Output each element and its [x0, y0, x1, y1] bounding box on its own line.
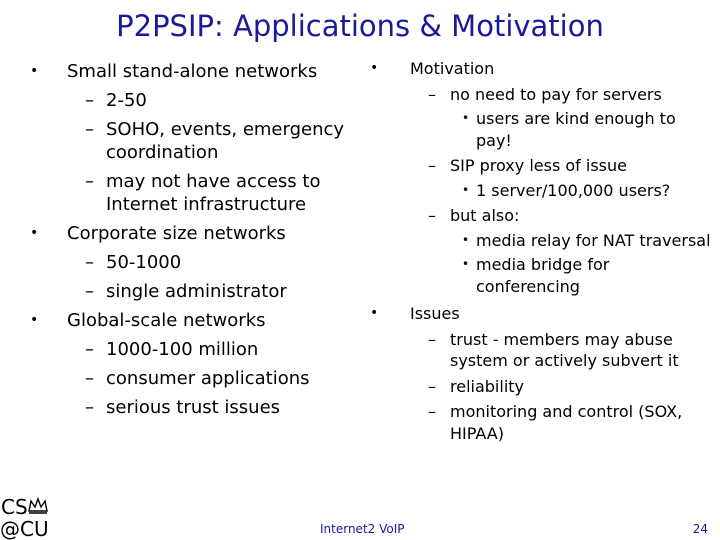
- sub-sub-item-text: users are kind enough to pay!: [476, 109, 676, 150]
- page-number: 24: [692, 522, 708, 536]
- left-column: [30, 60, 360, 419]
- sub-item: [370, 401, 715, 444]
- sub-item: [370, 205, 715, 227]
- list-item-motivation: [370, 58, 715, 80]
- sub-item-text: 50-1000: [106, 252, 182, 273]
- right-column: [370, 58, 715, 444]
- sub-sub-item: [370, 230, 715, 252]
- bullet-marker: •: [462, 257, 470, 271]
- sub-item: [30, 118, 360, 164]
- sub-item: [370, 155, 715, 177]
- sub-item-text: consumer applications: [106, 368, 310, 389]
- crown-icon: [29, 499, 47, 513]
- dash-marker: –: [85, 119, 94, 140]
- bullet-marker: •: [370, 60, 379, 76]
- sub-sub-item: [370, 254, 715, 297]
- sub-item: [30, 251, 360, 274]
- sub-item-text: but also:: [450, 206, 520, 225]
- sub-item-text: single administrator: [106, 281, 287, 302]
- dash-marker: –: [428, 156, 436, 175]
- sub-sub-item: [370, 108, 715, 151]
- dash-marker: –: [428, 376, 436, 396]
- sub-item: [30, 367, 360, 390]
- sub-item: [370, 84, 715, 106]
- sub-item-text: may not have access to Internet infrastructure: [106, 171, 321, 215]
- slide-title: P2PSIP: Applications & Motivation: [116, 9, 604, 43]
- list-item-text: Corporate size networks: [67, 223, 286, 244]
- sub-item-text: 1000-100 million: [106, 339, 259, 360]
- list-item-small-networks: [30, 60, 360, 83]
- bullet-marker: •: [30, 312, 39, 328]
- dash-marker: –: [85, 281, 94, 302]
- sub-item-text: 2-50: [106, 90, 147, 111]
- list-item-issues: [370, 303, 715, 325]
- list-item-global-networks: [30, 309, 360, 332]
- dash-marker: –: [428, 402, 436, 421]
- bullet-marker: •: [462, 111, 470, 125]
- dash-marker: –: [85, 339, 94, 360]
- dash-marker: –: [85, 397, 94, 418]
- sub-item-text: SIP proxy less of issue: [450, 156, 627, 175]
- bullet-marker: •: [462, 232, 470, 247]
- sub-item: [30, 170, 360, 216]
- logo-cs-text: CS: [1, 495, 28, 519]
- dash-marker: –: [85, 252, 94, 273]
- sub-item: [370, 329, 715, 372]
- dash-marker: –: [85, 90, 94, 111]
- sub-item-text: trust - members may abuse system or actively subvert it: [450, 329, 679, 370]
- list-item-corporate-networks: [30, 222, 360, 245]
- dash-marker: –: [85, 368, 94, 389]
- bullet-marker: •: [30, 63, 39, 79]
- cs-cu-logo: [0, 492, 50, 540]
- sub-sub-item-text: media bridge for conferencing: [476, 255, 610, 296]
- list-item-text: Motivation: [410, 59, 495, 78]
- bullet-marker: •: [30, 225, 39, 241]
- dash-marker: –: [428, 84, 436, 104]
- sub-item-text: SOHO, events, emergency coordination: [106, 119, 345, 163]
- sub-sub-item-text: 1 server/100,000 users?: [476, 180, 671, 200]
- sub-sub-item: [370, 180, 715, 202]
- sub-item: [30, 280, 360, 303]
- sub-item: [30, 338, 360, 361]
- dash-marker: –: [428, 329, 436, 349]
- bullet-marker: •: [462, 182, 470, 197]
- sub-item-text: monitoring and control (SOX, HIPAA): [450, 402, 683, 443]
- sub-item: [30, 396, 360, 419]
- list-item-text: Small stand-alone networks: [67, 61, 318, 82]
- bullet-marker: •: [370, 305, 379, 321]
- footer-text: Internet2 VoIP: [320, 522, 405, 536]
- list-item-text: Global-scale networks: [67, 310, 266, 331]
- sub-item: [370, 376, 715, 398]
- dash-marker: –: [428, 206, 436, 225]
- sub-item-text: serious trust issues: [106, 397, 281, 418]
- sub-item-text: reliability: [450, 376, 524, 396]
- dash-marker: –: [85, 171, 94, 192]
- sub-item: [30, 89, 360, 112]
- list-item-text: Issues: [410, 304, 460, 323]
- sub-sub-item-text: media relay for NAT traversal: [476, 230, 711, 250]
- sub-item-text: no need to pay for servers: [450, 84, 662, 104]
- logo-cu-text: @CU: [0, 517, 49, 540]
